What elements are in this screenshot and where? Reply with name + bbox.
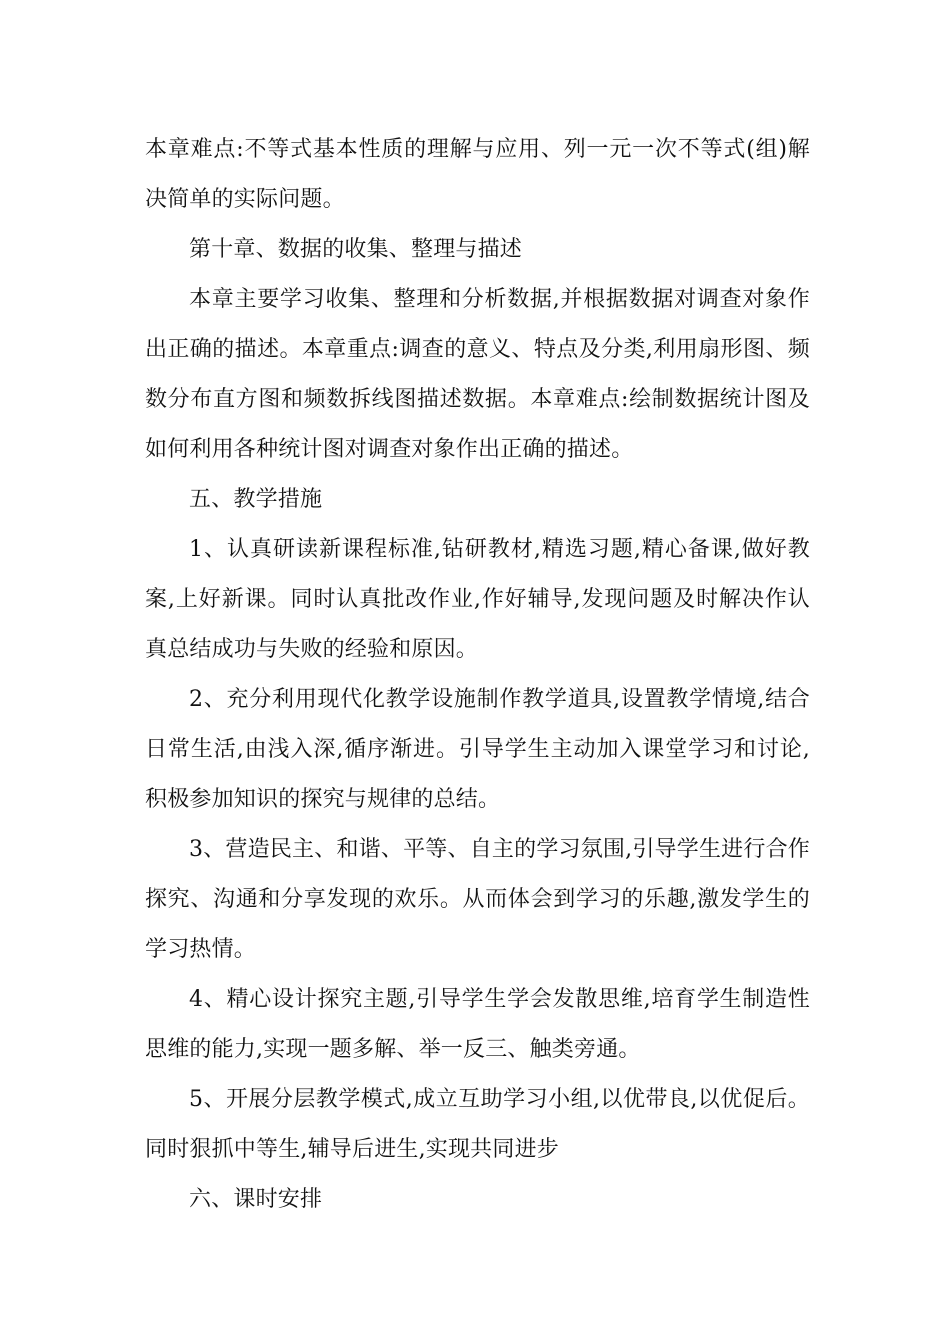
paragraph-measure-2: 2、充分利用现代化教学设施制作教学道具,设置教学情境,结合日常生活,由浅入深,循序渐进。引导学生主动加入课堂学习和讨论,积极参加知识的探究与规律的总结。 xyxy=(145,687,810,812)
paragraph-measure-4: 4、精心设计探究主题,引导学生学会发散思维,培育学生制造性思维的能力,实现一题多解、举一反三、触类旁通。 xyxy=(145,987,810,1062)
heading-chapter-10: 第十章、数据的收集、整理与描述 xyxy=(189,237,523,262)
paragraph-measure-3: 3、营造民主、和谐、平等、自主的学习氛围,引导学生进行合作探究、沟通和分享发现的欢乐。从而体会到学习的乐趣,激发学生的学习热情。 xyxy=(145,837,810,962)
paragraph-measure-1: 1、认真研读新课程标准,钻研教材,精选习题,精心备课,做好教案,上好新课。同时认真批改作业,作好辅导,发现问题及时解决作认真总结成功与失败的经验和原因。 xyxy=(145,537,810,662)
paragraph-measure-5: 5、开展分层教学模式,成立互助学习小组,以优带良,以优促后。同时狠抓中等生,辅导后进生,实现共同进步 xyxy=(145,1087,810,1162)
heading-class-schedule: 六、课时安排 xyxy=(189,1187,323,1212)
paragraph-chapter9-difficulty: 本章难点:不等式基本性质的理解与应用、列一元一次不等式(组)解决简单的实际问题。 xyxy=(145,137,810,212)
heading-teaching-measures: 五、教学措施 xyxy=(189,487,323,512)
paragraph-chapter10-summary: 本章主要学习收集、整理和分析数据,并根据数据对调查对象作出正确的描述。本章重点:调查的意义、特点及分类,利用扇形图、频数分布直方图和频数拆线图描述数据。本章难点:绘制数据统计图及如何利用各种统计图对调查对象作出正确的描述。 xyxy=(145,287,810,462)
